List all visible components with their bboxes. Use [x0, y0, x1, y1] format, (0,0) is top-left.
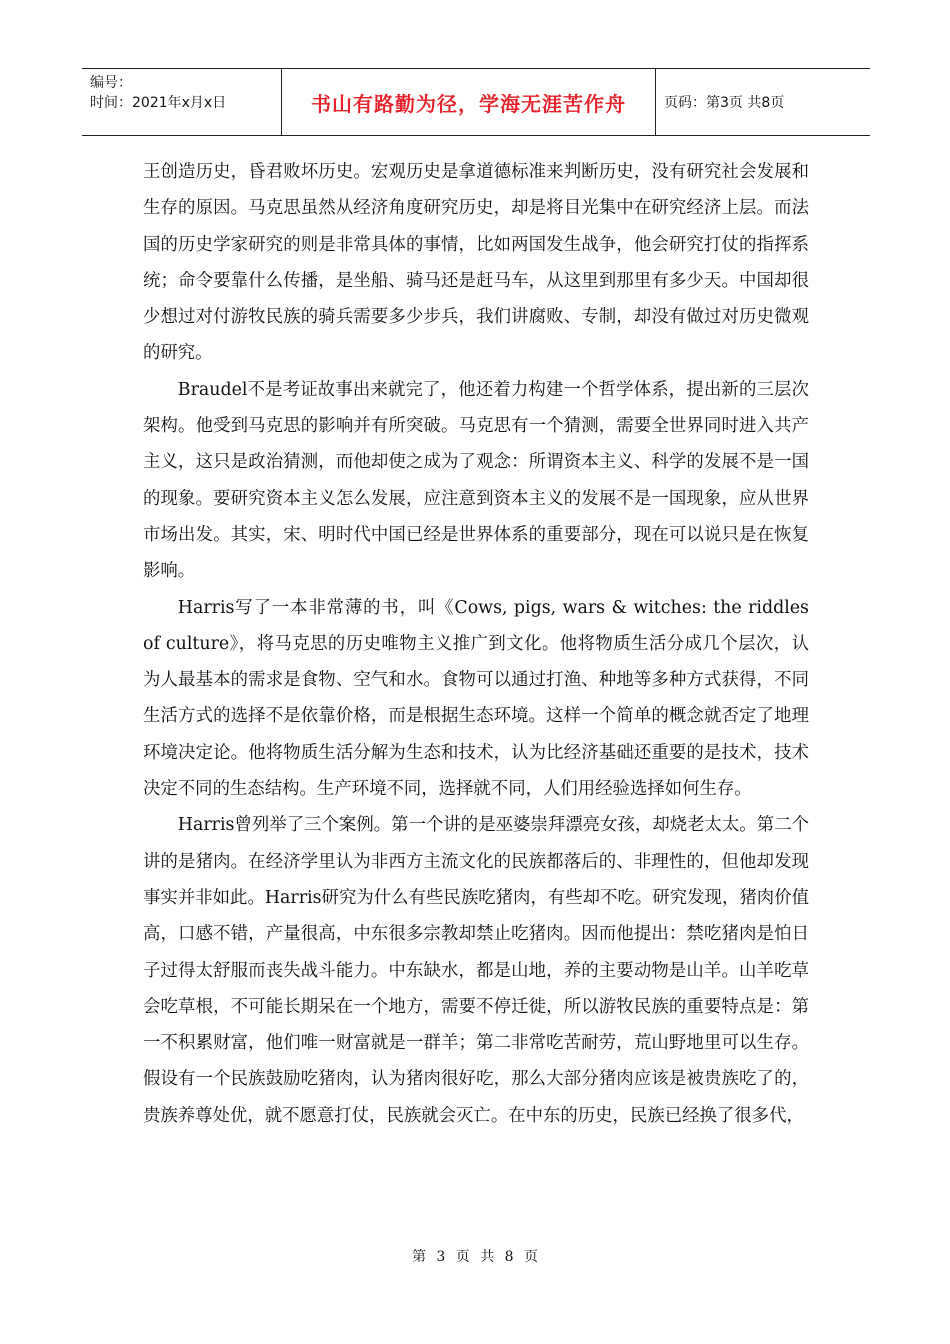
page-info: 页码：第3页 共8页 — [664, 95, 785, 111]
date-line: 时间：2021年x月x日 — [90, 95, 227, 111]
paragraph: Harris曾列举了三个案例。第一个讲的是巫婆崇拜漂亮女孩，却烧老太太。第二个讲的是猪肉。在经济学里认为非西方主流文化的民族都落后的、非理性的，但他却发现事实并非如此。Harris研究为什么有些民族吃猪肉，有些却不吃。研究发现，猪肉价值高，口感不错，产量很高，中东很多宗教却禁止吃猪肉。因而他提出：禁吃猪肉是怕日子过得太舒服而丧失战斗能力。中东缺水，都是山地，养的主要动物是山羊。山羊吃草会吃草根，不可能长期呆在一个地方，需要不停迁徙，所以游牧民族的重要特点是：第一不积累财富，他们唯一财富就是一群羊；第二非常吃苦耐劳，荒山野地里可以生存。假设有一个民族鼓励吃猪肉，认为猪肉很好吃，那么大部分猪肉应该是被贵族吃了的，贵族养尊处优，就不愿意打仗，民族就会灭亡。在中东的历史，民族已经换了很多代， — [143, 815, 809, 1126]
header-meta-cell — [82, 69, 282, 135]
body-text — [143, 154, 809, 1134]
motto-text: 书山有路勤为径，学海无涯苦作舟 — [311, 91, 626, 116]
paragraph: 王创造历史，昏君败坏历史。宏观历史是拿道德标准来判断历史，没有研究社会发展和生存的原因。马克思虽然从经济角度研究历史，却是将目光集中在研究经济上层。而法国的历史学家研究的则是非常具体的事情，比如两国发生战争，他会研究打仗的指挥系统；命令要靠什么传播，是坐船、骑马还是赶马车，从这里到那里有多少天。中国却很少想过对付游牧民族的骑兵需要多少步兵，我们讲腐败、专制，却没有做过对历史微观的研究。 — [143, 162, 809, 364]
serial-number-label: 编号： — [90, 75, 132, 91]
header-motto-cell — [282, 69, 656, 135]
page-header — [82, 68, 870, 136]
page-footer: 第 3 页 共 8 页 — [411, 1249, 539, 1265]
paragraph: Braudel不是考证故事出来就完了，他还着力构建一个哲学体系，提出新的三层次架构。他受到马克思的影响并有所突破。马克思有一个猜测，需要全世界同时进入共产主义，这只是政治猜测，而他却使之成为了观念：所谓资本主义、科学的发展不是一国的现象。要研究资本主义怎么发展，应注意到资本主义的发展不是一国现象，应从世界市场出发。其实，宋、明时代中国已经是世界体系的重要部分，现在可以说只是在恢复影响。 — [143, 379, 809, 582]
header-page-cell — [656, 69, 870, 135]
paragraph: Harris写了一本非常薄的书，叫《Cows, pigs, wars & witches: the riddles of culture》，将马克思的历史唯物主义推广到文化。他将物质生活分成几个层次，认为人最基本的需求是食物、空气和水。食物可以通过打渔、种地等多种方式获得，不同生活方式的选择不是依靠价格，而是根据生态环境。这样一个简单的概念就否定了地理环境决定论。他将物质生活分解为生态和技术，认为比经济基础还重要的是技术，技术决定不同的生态结构。生产环境不同，选择就不同，人们用经验选择如何生存。 — [143, 597, 809, 800]
